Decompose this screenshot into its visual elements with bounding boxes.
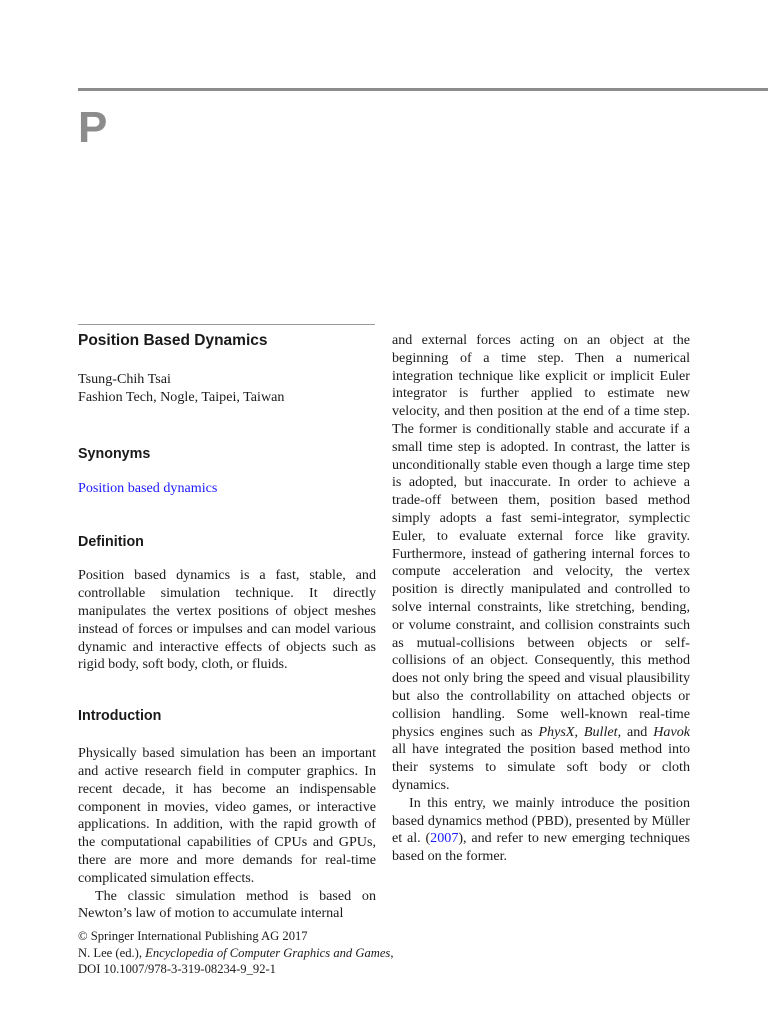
- introduction-paragraph-1: Physically based simulation has been an important and active research field in computer graphics. In recent decade, it has become an indispensable component in movies, video games, or interactive applications. In addition, with the rapid growth of the computational capabilities of CPUs and GPUs, there are more and more demands for real-time complicated simulation effects.: [78, 745, 376, 886]
- definition-heading: Definition: [78, 534, 144, 551]
- introduction-paragraph-2-start: [78, 888, 376, 924]
- paragraph-3-text-b: ), and refer to new emerging techniques based on the former.: [392, 830, 691, 865]
- author-name: Tsung-Chih Tsai: [78, 371, 171, 387]
- footer: [78, 928, 394, 978]
- introduction-paragraph-2-continued: and external forces acting on an object at the beginning of a time step. Then a numerical integration technique like explicit or implicit Euler integrator is further applied to estimate new velocity, and then position at the end of a time step. The former is conditionally stable and accurate if a small time step is adopted. In contrast, the latter is unconditionally stable even though a large time step is adopted, but inaccurate. In order to achieve a trade-off between them, position based method simply adopts a fast semi-integrator, symplectic Euler, to evaluate external force like gravity. Furthermore, instead of gathering internal forces to compute acceleration and velocity, the vertex position is directly manipulated and controlled to solve internal constraints, like stretching, bending, or volume constraint, and collision constraints such as mutual-collisions between objects or self-collisions of an object. Consequently, this method does not only bring the speed and visual plausibility but also the controllability on attached objects or collision handling. Some well-known real-time physics engines such as PhysX, Bullet, and Havok all have integrated the position based method into their systems to simulate soft body or cloth dynamics.: [392, 332, 691, 793]
- author-affiliation: Fashion Tech, Nogle, Taipei, Taiwan: [78, 388, 285, 405]
- engine-havok: Havok: [653, 723, 691, 740]
- synonyms-heading: Synonyms: [78, 445, 151, 462]
- citation-link[interactable]: 2007: [430, 830, 459, 847]
- definition-text: Position based dynamics is a fast, stable, and controllable simulation technique. It directly manipulates the vertex positions of object meshes instead of forces or impulses and can model various dynamic and interactive effects of objects such as rigid body, soft body, cloth, or fluids.: [78, 567, 376, 673]
- top-rule: [78, 88, 768, 91]
- engines-sentence-end: all have integrated the position based method into their systems to simulate soft body or cloth dynamics.: [392, 741, 690, 793]
- section-letter: P: [78, 103, 108, 152]
- title-rule: [78, 324, 375, 325]
- paragraph-2-continuation-text: and external forces acting on an object at the beginning of a time step. Then a numerical integration technique like explicit or implicit Euler integrator is further applied to estimate new velocity, and then position at the end of a time step. The former is conditionally stable and accurate if a small time step is adopted. In contrast, the latter is unconditionally stable even though a large time step is adopted, but inaccurate. In order to achieve a trade-off between them, position based method simply adopts a fast semi-integrator, symplectic Euler, to evaluate external force like gravity. Furthermore, instead of gathering internal forces to compute acceleration and velocity, the vertex position is directly manipulated and controlled to solve internal constraints, like stretching, bending, or volume constraint, and collision constraints such as mutual-collisions between objects or self-collisions of an object. Consequently, this method does not only bring the speed and visual plausibility but also the controllability on attached objects or collision handling. Some well-known real-time physics engines such as: [392, 332, 690, 740]
- paragraph-3-text-a: In this entry, we mainly introduce the position based dynamics method (PBD), presented by Müller et al. (: [392, 794, 690, 847]
- copyright-line: © Springer International Publishing AG 2017: [78, 929, 308, 943]
- engine-bullet: Bullet: [583, 723, 618, 740]
- doi-line: DOI 10.1007/978-3-319-08234-9_92-1: [78, 962, 276, 976]
- book-title: Encyclopedia of Computer Graphics and Games: [145, 945, 391, 960]
- editor-line: N. Lee (ed.), Encyclopedia of Computer Graphics and Games,: [78, 945, 394, 960]
- engine-physx: PhysX: [538, 723, 575, 740]
- introduction-paragraph-3: [392, 795, 690, 866]
- entry-title: Position Based Dynamics: [78, 332, 268, 349]
- introduction-heading: Introduction: [78, 708, 162, 725]
- synonym-link[interactable]: Position based dynamics: [78, 479, 218, 496]
- right-column: [392, 332, 690, 866]
- left-column: [78, 331, 376, 923]
- editor-name: N. Lee (ed.),: [78, 945, 142, 960]
- introduction-paragraph-2-text: The classic simulation method is based on Newton’s law of motion to accumulate internal: [78, 887, 376, 922]
